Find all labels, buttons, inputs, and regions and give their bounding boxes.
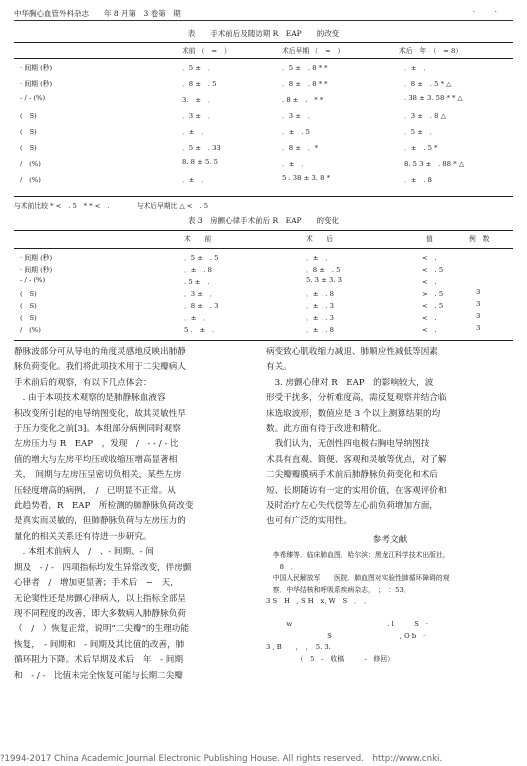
table3-cell: < . <box>422 314 437 322</box>
table1-row <box>14 142 513 154</box>
table1-cell: ．5 ± . 33 <box>182 144 221 152</box>
table3-cell: ．± . 8 <box>306 290 334 298</box>
table1-cell: ．± . 8 <box>404 176 432 184</box>
table1-row-label: ( S) <box>20 128 37 136</box>
paragraph-line: 压轻度增高的病例， / 已明显不正常。从 <box>14 485 176 496</box>
table1-cell: ．8 ± . 5 * △ <box>404 80 452 88</box>
table3-cell: ．3 ± ． <box>184 290 217 298</box>
table3-row-label: ( S) <box>20 290 37 298</box>
table3-row-label: · 间期 (秒) <box>20 254 53 262</box>
table3-body <box>14 252 513 338</box>
paragraph-line: 此趋势看，R EAP 所检测的肺静脉负荷改变 <box>14 501 194 512</box>
table3-cell: ．8 ± . 3 <box>184 302 219 310</box>
body-left-column <box>14 345 257 684</box>
paragraph-line: 形受干扰多，分析难度高，需反复观察并结合临 <box>266 393 447 404</box>
table3-cell: ．± ． <box>184 314 211 322</box>
table1-cell: 3. ± ． <box>182 96 215 104</box>
paragraph-line: 无论窦性还是房颤心律病人，以上指标全部呈 <box>14 593 186 604</box>
table3-caption: 表 3 房颤心律手术前后 R EAP 的变化 <box>187 216 340 225</box>
table3-row <box>14 264 513 276</box>
table1-row <box>14 62 513 74</box>
table3-cell: . 5 ± . <box>184 278 210 286</box>
paragraph-line: 3. 房颤心律对 R EAP 的影响较大，波 <box>266 377 434 388</box>
body-right-column <box>266 345 514 665</box>
table3-cell: < . <box>422 326 437 334</box>
table1-bottom-rule <box>14 196 513 197</box>
paragraph-line: 期及 - / - 四项指标均发生异常改变，伴房颤 <box>14 562 192 573</box>
table1-row <box>14 94 513 106</box>
table1-row-label: ( S) <box>20 144 37 152</box>
paragraph-line: 有关。 <box>266 362 292 373</box>
paragraph-line: 心律者 / 增加更显著；手术后 − 天， <box>14 578 179 589</box>
reference-line: （ 5 - 收稿 - 修回） <box>266 654 394 663</box>
table3-row <box>14 276 513 288</box>
right-paragraphs <box>266 345 514 530</box>
table1-cell: ．8 ± . 8 * * <box>282 80 328 88</box>
table1-body <box>14 62 513 192</box>
table1-cell: ．3 ± ． <box>282 112 315 120</box>
table1-row <box>14 110 513 122</box>
paragraph-line: （ / ）恢复正常，说明“二尖瓣”的生理功能 <box>14 624 189 635</box>
table3-cell: 5 . ± . <box>184 326 215 334</box>
paragraph-line: 关， 间期与左房压呈密切负相关，某些左房 <box>14 470 182 481</box>
table1-header-col3: 术后 年 （ = 8） <box>399 47 463 55</box>
table1-row-label: · 间期 (秒) <box>20 80 53 88</box>
paragraph-line: 值的增大与左房平均压或收缩压增高显著相 <box>14 454 178 465</box>
table3-header-col4: 例 数 <box>469 235 490 243</box>
table1-cell: ．8 ± ．* <box>282 144 318 152</box>
paragraph-line: 床选取波形，数值应是 3 个以上测算结果的均 <box>266 408 441 419</box>
paragraph-line: 积改变所引起的电导纳图变化，故其灵敏性早 <box>14 408 186 419</box>
table3-row <box>14 288 513 300</box>
paragraph-line: . 本组术前病人 / 、- 间期、- 间 <box>14 547 154 558</box>
table1-cell: ．5 ± ． <box>404 128 437 136</box>
table3-cell: < . 5 <box>422 266 444 274</box>
table3-header-col1: 术 前 <box>184 235 212 243</box>
paragraph-line: 也可有广泛的实用性。 <box>266 516 352 527</box>
table3-cell: > . 5 <box>422 290 444 298</box>
table1-cell: . 38 ± 3. 58 * * △ <box>404 94 463 102</box>
reference-line: S , O b · <box>266 631 426 640</box>
table3-row <box>14 312 513 324</box>
table1-row-label: / (%) <box>20 160 41 168</box>
table3-cell: ．5 ± . 5 <box>184 254 219 262</box>
table3-cell: ．± . 3 <box>306 314 334 322</box>
paragraph-line: 是真实而灵敏的，但肺静脉负荷与左房压力的 <box>14 516 186 527</box>
table3-cell: 5. 3 ± 3. 3 <box>306 276 342 284</box>
table3-header-col3: 值 <box>426 235 433 243</box>
table3-row <box>14 252 513 264</box>
table1-header-rule <box>14 58 513 59</box>
table3-cell: ．± . 8 <box>306 326 334 334</box>
journal-header <box>14 6 513 21</box>
table3-row-label: / (%) <box>20 326 41 334</box>
table1-row-label: ( S) <box>20 112 37 120</box>
table1-cell: . 8 ± . * * <box>282 96 324 104</box>
table1-caption: 表 手术前后及随访期 R EAP 的改变 <box>187 29 340 38</box>
paragraph-line: 手术前后的观察，有以下几点体会： <box>14 377 152 388</box>
table3-row <box>14 300 513 312</box>
table1-note: 与术前比较 * < . 5 * * < . 与术后早期比 △ < . 5 <box>14 202 209 210</box>
reference-line: 8 ． <box>266 562 298 571</box>
paragraph-line: 现不同程度的改善，即大多数病人肺静脉负荷 <box>14 608 186 619</box>
table1-row <box>14 126 513 138</box>
table1-row <box>14 78 513 90</box>
paragraph-line: 及时治疗左心失代偿等左心前负荷增加方面， <box>266 501 438 512</box>
reference-line <box>266 608 514 620</box>
table3-cell: ．± . 8 <box>184 266 212 274</box>
references-list <box>266 550 514 665</box>
table3-row-label: ( S) <box>20 302 37 310</box>
table3-row-label: ( S) <box>20 314 37 322</box>
paragraph-line: . 由于本项技术观察的是肺静脉血液容 <box>14 393 166 404</box>
table3-cell: ．± ． <box>306 254 333 262</box>
reference-line: 3 , B ， ， 5. 3. <box>266 643 331 652</box>
reference-line: 察．中华结核和呼吸系疾病杂志， ； ：53． <box>266 585 411 594</box>
paragraph-line: 和 - / - 比值未完全恢复可能与长期二尖瓣 <box>14 670 183 681</box>
table3-cell: 3 <box>476 312 481 320</box>
references-title: 参考文献 <box>372 534 408 545</box>
table3-cell: 3 <box>476 288 481 296</box>
table1-cell: ．± . 5 * <box>404 144 438 152</box>
paragraph-line: 数。此方面有待于改进和精化。 <box>266 424 387 435</box>
table1-cell: 5 . 38 ± 3. 8 * <box>282 174 330 182</box>
table3-cell: < . <box>422 254 437 262</box>
table1-cell: ．± ． <box>182 128 209 136</box>
table3-cell: < . <box>422 278 437 286</box>
journal-header-title: 中华胸心血管外科杂志 年 8 月第 3 卷第 期 <box>14 9 181 18</box>
table1-cell: ．5 ± ． <box>182 64 215 72</box>
table1-cell: ．5 ± . 8 * * <box>282 64 328 72</box>
copyright-footer: ?1994-2017 China Academic Journal Electronic Publishing House. All rights reserved. http://www.cnki. <box>0 754 443 764</box>
reference-line: 3 S H , S H x, W S ． ． <box>266 597 371 606</box>
paragraph-line: 于压力变化之前[3]。本组部分病例同时观察 <box>14 424 181 435</box>
table1-top-rule <box>14 42 513 43</box>
table1-cell: ．± ． <box>404 64 431 72</box>
table1-cell: ．8 ± . 5 <box>182 80 217 88</box>
table1-header-col1: 术前 （ = ） <box>182 47 231 55</box>
paragraph-line: 循环阻力下降。术后早期及术后 年 - 间期 <box>14 655 183 666</box>
paragraph-line: 短、长期随访有一定的实用价值，在客观评价和 <box>266 485 447 496</box>
reference-line: w . l S · <box>266 620 428 629</box>
table3-header-rule <box>14 248 513 249</box>
table1-cell: ．± . 5 <box>282 128 310 136</box>
table3-row-label: · 间期 (秒) <box>20 266 53 274</box>
paragraph-line: 脉负荷变化。我们将此项技术用于二尖瓣病人 <box>14 362 186 373</box>
table1-row <box>14 174 513 186</box>
reference-line: 李希臻等．临床肺血图．哈尔滨：黑龙江科学技术出版社， <box>266 551 450 560</box>
paragraph-line: 静脉波部分可从导电的角度灵感地反映出肺静 <box>14 347 186 357</box>
table1-row-label: · 间期 (秒) <box>20 64 53 72</box>
table1-cell: ．± ． <box>182 176 209 184</box>
paragraph-line: 术具有直观、简便、客观和灵敏等优点，对了解 <box>266 454 447 465</box>
paragraph-line: 左房压力与 R EAP ，发现 / - - / - 比 <box>14 439 179 450</box>
table3-cell: ．8 ± . 5 <box>306 266 341 274</box>
paragraph-line: 我们认为，无创性四电极右胸电导纳图技 <box>266 439 430 450</box>
table1-cell: ．± ． <box>282 160 309 168</box>
table3-header-col2: 术 后 <box>306 235 334 243</box>
table1-cell: ．3 ± ． <box>182 112 215 120</box>
table1-cell: 8. 8 ± 5. 5 <box>182 158 218 166</box>
paragraph-line: 量化的相关关系还有待进一步研究。 <box>14 531 152 542</box>
page-number: · · <box>472 7 503 16</box>
table3-row-label: - / - (%) <box>20 276 46 284</box>
table3-cell: ．± . 3 <box>306 302 334 310</box>
table3-row <box>14 324 513 336</box>
paragraph-line: 二尖瓣瓣膜病手术前后肺静脉负荷变化和术后 <box>266 470 438 481</box>
table1-row-label: / (%) <box>20 176 41 184</box>
table3-cell: < . 5 <box>422 302 444 310</box>
table3-cell: 3 <box>476 324 481 332</box>
table3-bottom-rule <box>14 340 513 341</box>
table1-row <box>14 158 513 170</box>
paragraph-line: 病变致心肌收缩力减退、肺顺应性减低等因素 <box>266 347 438 357</box>
table1-header-col2: 术后早期 （ = ） <box>282 47 345 55</box>
paragraph-line: 恢复， - 间期和 - 间期及其比值的改善，肺 <box>14 639 185 650</box>
table3-cell: 3 <box>476 300 481 308</box>
table1-cell: 8. 5 3 ± . 88 * △ <box>404 160 465 168</box>
reference-line: 中国人民解放军 医院．肺血图对实验性肺循环障碍的观 <box>266 574 450 583</box>
table1-row-label: - / - (%) <box>20 94 46 102</box>
table1-cell: ．3 ± . 8 △ <box>404 112 446 120</box>
table3-top-rule <box>14 230 513 231</box>
